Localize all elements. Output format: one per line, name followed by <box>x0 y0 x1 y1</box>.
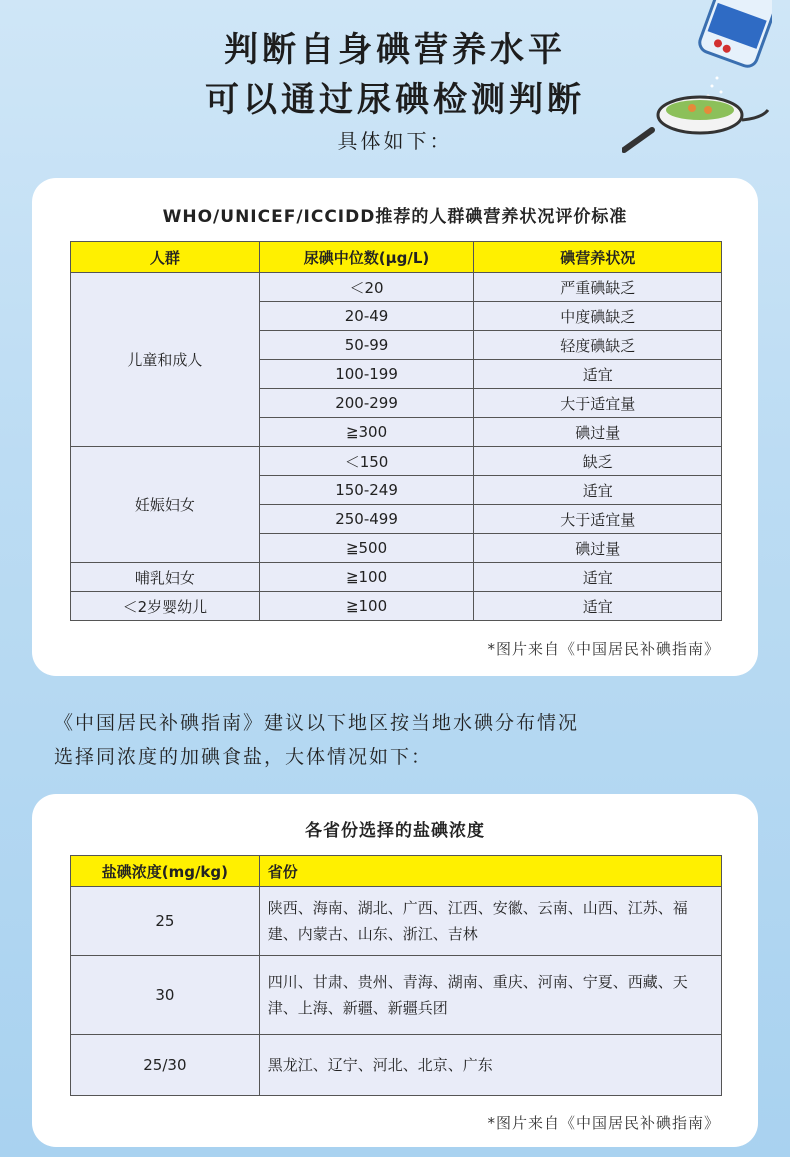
median-cell: 20-49 <box>259 302 474 331</box>
table1-title: WHO/UNICEF/ICCIDD推荐的人群碘营养状况评价标准 <box>162 207 628 227</box>
table-row <box>71 447 722 476</box>
median-cell: 150-249 <box>259 476 474 505</box>
table1-header-group: 人群 <box>71 242 260 273</box>
table-row <box>71 887 722 956</box>
concentration-cell: 30 <box>71 956 260 1035</box>
page-title-line2: 可以通过尿碘检测判断 <box>205 80 585 120</box>
median-cell: 200-299 <box>259 389 474 418</box>
status-cell: 适宜 <box>474 592 722 621</box>
status-cell: 适宜 <box>474 476 722 505</box>
status-cell: 中度碘缺乏 <box>474 302 722 331</box>
page-subtitle: 具体如下： <box>337 129 453 153</box>
table2-header-province: 省份 <box>259 856 721 887</box>
table-row <box>71 273 722 302</box>
table-row <box>71 592 722 621</box>
salt-and-wok-illustration <box>622 0 772 160</box>
status-cell: 大于适宜量 <box>474 389 722 418</box>
status-cell: 轻度碘缺乏 <box>474 331 722 360</box>
table2-title: 各省份选择的盐碘浓度 <box>305 821 485 841</box>
province-cell: 陕西、海南、湖北、广西、江西、安徽、云南、山西、江苏、福建、内蒙古、山东、浙江、吉林 <box>259 887 721 956</box>
status-cell: 碘过量 <box>474 534 722 563</box>
median-cell: 50-99 <box>259 331 474 360</box>
table1-header-median: 尿碘中位数(μg/L) <box>259 242 474 273</box>
salt-iodine-table <box>70 855 722 1096</box>
province-cell: 黑龙江、辽宁、河北、北京、广东 <box>259 1035 721 1096</box>
status-cell: 碘过量 <box>474 418 722 447</box>
median-cell: ≧100 <box>259 592 474 621</box>
iodine-standard-card <box>32 178 758 676</box>
median-cell: 250-499 <box>259 505 474 534</box>
median-cell: ＜150 <box>259 447 474 476</box>
page-title-line1: 判断自身碘营养水平 <box>224 30 566 70</box>
status-cell: 适宜 <box>474 563 722 592</box>
table2-header-concentration: 盐碘浓度(mg/kg) <box>71 856 260 887</box>
median-cell: ≧500 <box>259 534 474 563</box>
table-row <box>71 1035 722 1096</box>
status-cell: 大于适宜量 <box>474 505 722 534</box>
population-group-cell: ＜2岁婴幼儿 <box>71 592 260 621</box>
population-group-cell: 儿童和成人 <box>71 273 260 447</box>
table1-source-note: *图片来自《中国居民补碘指南》 <box>487 640 720 658</box>
table-row <box>71 956 722 1035</box>
iodine-standard-table <box>70 241 722 621</box>
table2-source-note: *图片来自《中国居民补碘指南》 <box>487 1114 720 1132</box>
median-cell: 100-199 <box>259 360 474 389</box>
province-cell: 四川、甘肃、贵州、青海、湖南、重庆、河南、宁夏、西藏、天津、上海、新疆、新疆兵团 <box>259 956 721 1035</box>
concentration-cell: 25 <box>71 887 260 956</box>
status-cell: 适宜 <box>474 360 722 389</box>
salt-iodine-card <box>32 794 758 1147</box>
median-cell: ＜20 <box>259 273 474 302</box>
recommendation-paragraph <box>54 706 744 774</box>
population-group-cell: 哺乳妇女 <box>71 563 260 592</box>
population-group-cell: 妊娠妇女 <box>71 447 260 563</box>
status-cell: 严重碘缺乏 <box>474 273 722 302</box>
table-row <box>71 563 722 592</box>
median-cell: ≧300 <box>259 418 474 447</box>
median-cell: ≧100 <box>259 563 474 592</box>
table1-header-status: 碘营养状况 <box>474 242 722 273</box>
paragraph-line1: 《中国居民补碘指南》建议以下地区按当地水碘分布情况 <box>54 712 580 734</box>
paragraph-line2: 选择同浓度的加碘食盐，大体情况如下： <box>54 746 433 768</box>
status-cell: 缺乏 <box>474 447 722 476</box>
concentration-cell: 25/30 <box>71 1035 260 1096</box>
